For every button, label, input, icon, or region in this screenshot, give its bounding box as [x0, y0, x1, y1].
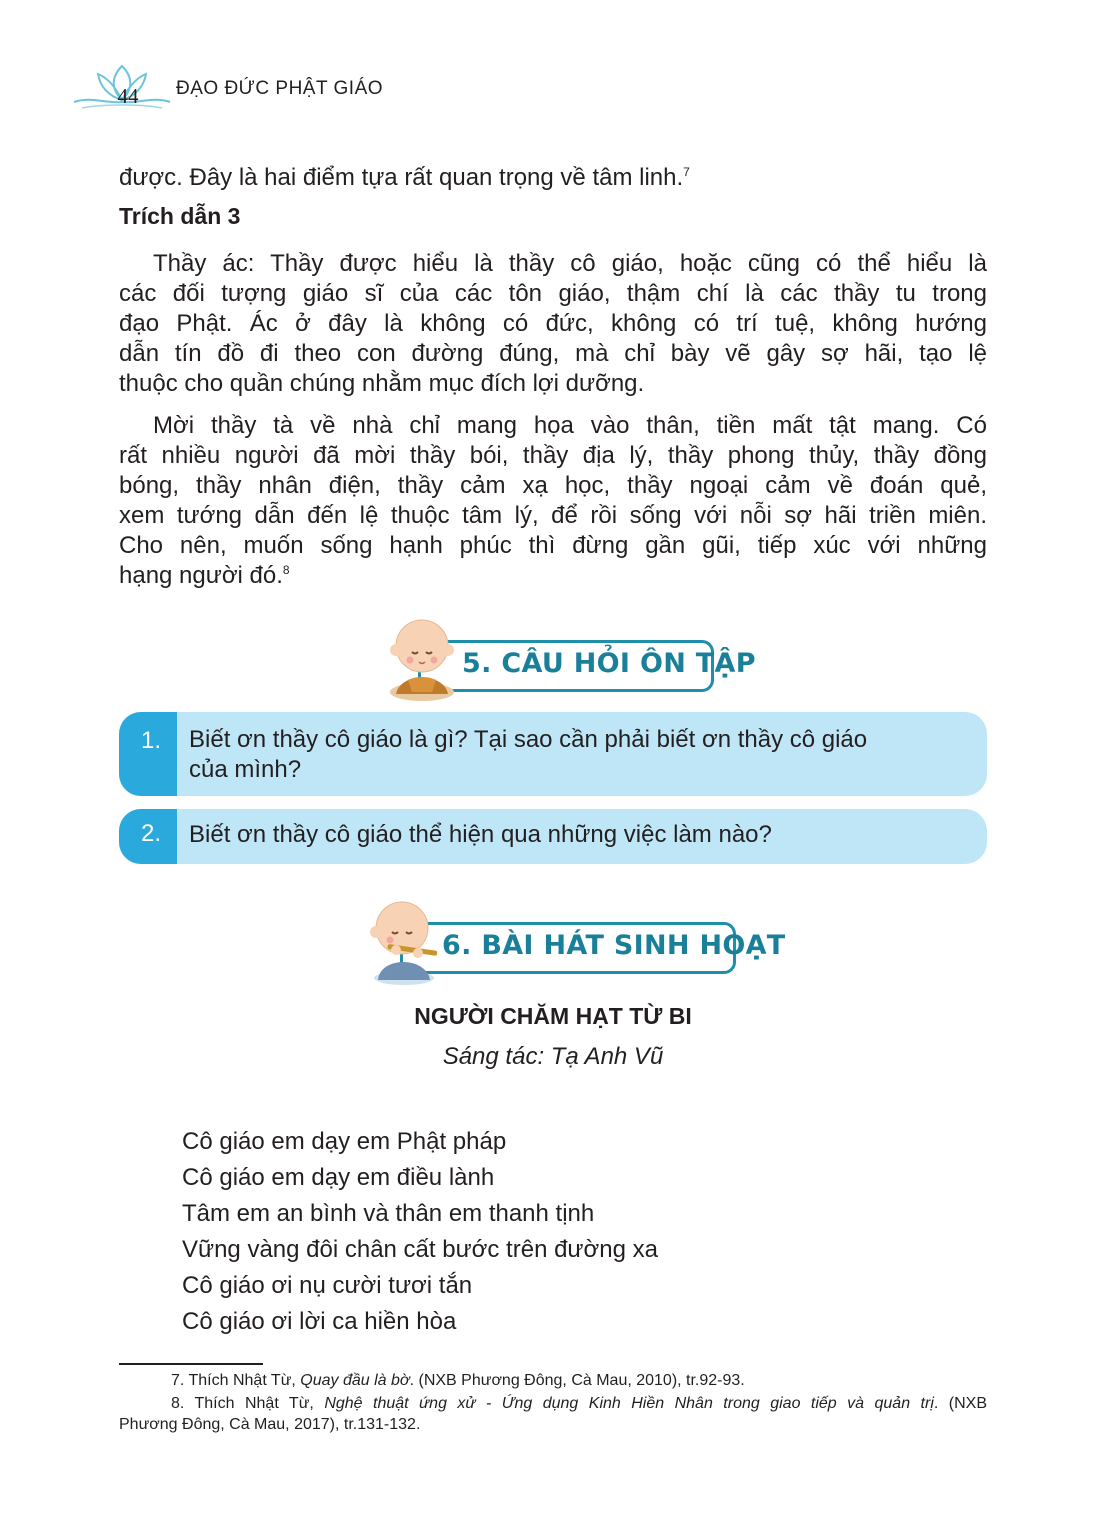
footnote-divider [119, 1363, 263, 1365]
paragraph-line: xem tướng dẫn đến lệ thuộc tâm lý, để rồi sống với nỗi sợ hãi triền miên. [119, 502, 987, 529]
page-number: 44 [117, 84, 139, 108]
footnote-7 [119, 1370, 987, 1391]
footnote-8 [119, 1393, 987, 1414]
paragraph-line-text: hạng người đó. [119, 562, 283, 589]
lyric-line: Cô giáo ơi lời ca hiền hòa [182, 1308, 457, 1335]
footnote-text: . (NXB Phương Đông, Cà Mau, 2010), tr.92-93. [409, 1372, 745, 1389]
question-text [189, 820, 975, 850]
lyric-line: Tâm em an bình và thân em thanh tịnh [182, 1200, 595, 1227]
question-line: của mình? [189, 756, 302, 783]
footnote-ref-8: 8 [282, 563, 290, 577]
song-author: Sáng tác: Tạ Anh Vũ [442, 1043, 664, 1070]
lyric-line: Cô giáo em dạy em điều lành [182, 1164, 495, 1191]
footnote-book-title: Nghệ thuật ứng xử - Ứng dụng Kinh Hiền Nhân trong giao tiếp và quản trị [324, 1395, 934, 1412]
question-item [119, 712, 987, 796]
paragraph-line: đạo Phật. Ác ở đây là không có đức, không có trí tuệ, không hướng [119, 310, 987, 337]
footnote-book-title: Quay đầu là bờ [300, 1372, 410, 1389]
lyric-line: Cô giáo ơi nụ cười tươi tắn [182, 1272, 473, 1299]
running-title: ĐẠO ĐỨC PHẬT GIÁO [176, 78, 384, 99]
continuation-text: được. Đây là hai điểm tựa rất quan trọng về tâm linh. [119, 164, 684, 191]
paragraph-line [119, 561, 987, 591]
question-number: 1. [119, 712, 177, 796]
paragraph-line: bóng, thầy nhân điện, thầy cảm xạ học, thầy ngoại cảm về đoán quẻ, [119, 472, 987, 499]
paragraph-line: rất nhiều người đã mời thầy bói, thầy địa lý, thầy phong thủy, thầy đồng [119, 442, 987, 469]
paragraph-line: Cho nên, muốn sống hạnh phúc thì đừng gần gũi, tiếp xúc với những [119, 532, 987, 559]
monk-flute-icon [366, 896, 442, 986]
footnote-text: . (NXB [933, 1395, 987, 1412]
question-line: Biết ơn thầy cô giáo thể hiện qua những việc làm nào? [189, 821, 772, 848]
footnote-8-line-2: Phương Đông, Cà Mau, 2017), tr.131-132. [119, 1416, 421, 1433]
lyric-line: Cô giáo em dạy em Phật pháp [182, 1128, 507, 1155]
paragraph-line: thuộc cho quần chúng nhằm mục đích lợi dưỡng. [119, 370, 645, 397]
paragraph-line: các đối tượng giáo sĩ của các tôn giáo, thậm chí là các thầy tu trong [119, 280, 987, 307]
footnote-ref-7: 7 [683, 165, 690, 179]
quote-heading: Trích dẫn 3 [119, 203, 241, 229]
question-item [119, 809, 987, 864]
continuation-paragraph [119, 163, 987, 193]
section-5-title: 5. CÂU HỎI ÔN TẬP [462, 648, 756, 679]
paragraph-line: dẫn tín đồ đi theo con đường đúng, mà chỉ bày vẽ gây sợ hãi, tạo lệ [119, 340, 987, 367]
paragraph-line: Thầy ác: Thầy được hiểu là thầy cô giáo, hoặc cũng có thể hiểu là [153, 250, 987, 277]
song-title: NGƯỜI CHĂM HẠT TỪ BI [414, 1003, 692, 1029]
monk-meditating-icon [386, 614, 458, 702]
question-number: 2. [119, 809, 177, 864]
footnote-text: 7. Thích Nhật Từ, [171, 1372, 301, 1389]
question-line: Biết ơn thầy cô giáo là gì? Tại sao cần phải biết ơn thầy cô giáo [189, 726, 868, 753]
footnote-text: 8. Thích Nhật Từ, [171, 1395, 325, 1412]
page-header [72, 62, 492, 112]
question-text [189, 725, 975, 785]
lyric-line: Vững vàng đôi chân cất bước trên đường xa [182, 1236, 658, 1263]
section-6-title: 6. BÀI HÁT SINH HOẠT [442, 930, 786, 961]
paragraph-line: Mời thầy tà về nhà chỉ mang họa vào thân, tiền mất tật mang. Có [153, 412, 987, 439]
